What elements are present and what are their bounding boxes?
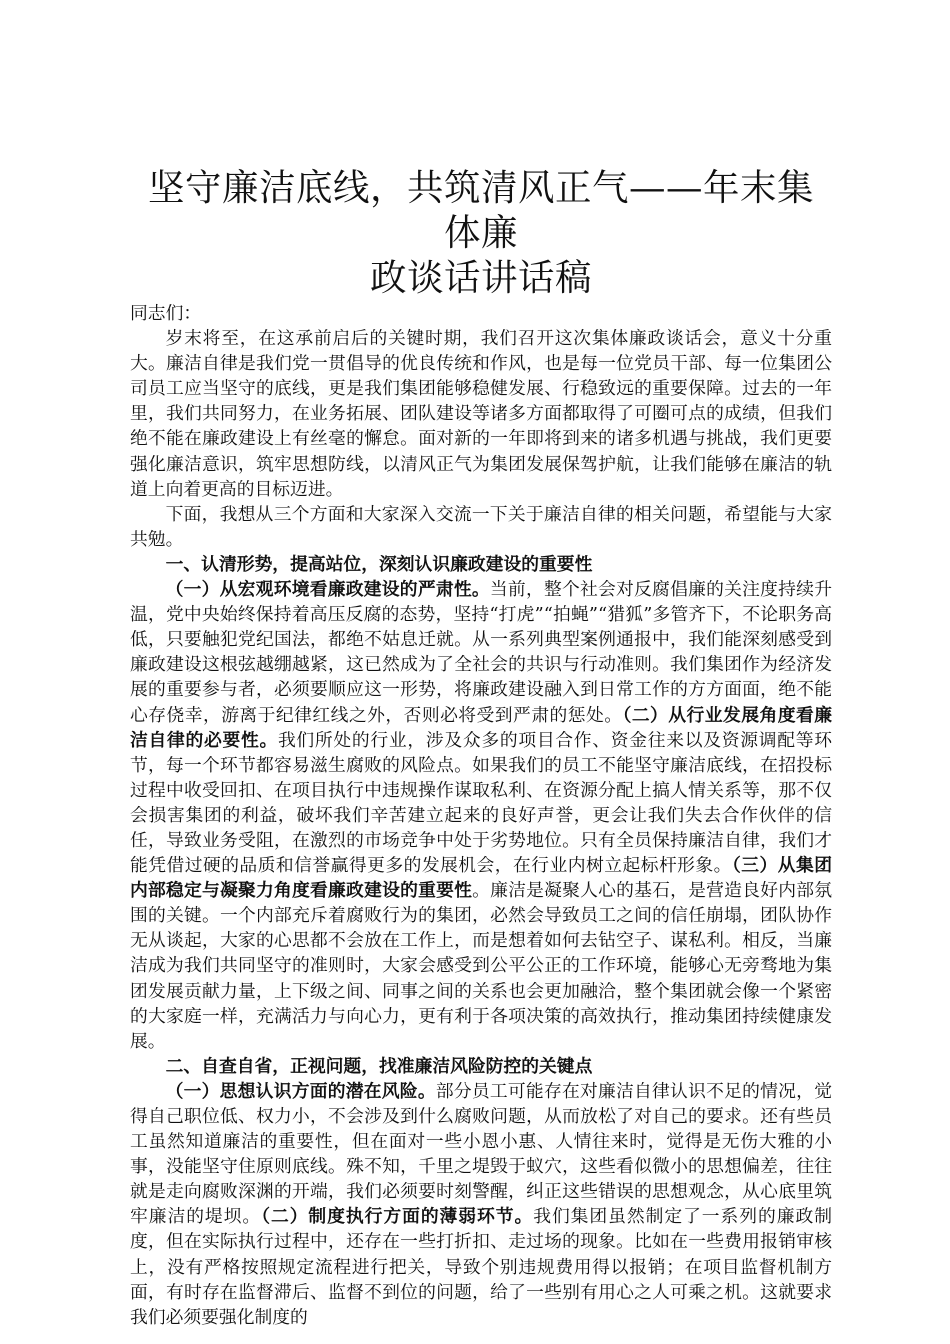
document-title — [130, 165, 832, 300]
section-1-body — [130, 577, 832, 1054]
section-1-sub-2-title: （二）从行业发展角度看廉洁自律的必要性。 — [130, 704, 832, 751]
section-2-sub-2-text: 我们集团虽然制定了一系列的廉政制度，但在实际执行过程中，还存在一些打折扣、走过场的现象。比如在一些费用报销审核上，没有严格按照规定流程进行把关，导致个别违规费用得以报销；在项目监督机制方面，有时存在监督滞后、监督不到位的问题，给了一些别有用心之人可乘之机。这就要求我们必须要强化制度的 — [130, 1206, 832, 1328]
section-2-sub-1-title: （一）思想认识方面的潜在风险。 — [165, 1080, 436, 1102]
section-2-sub-1-text: 部分员工可能存在对廉洁自律认识不足的情况，觉得自己职位低、权力小，不会涉及到什么腐败问题，从而放松了对自己的要求。还有些员工虽然知道廉洁的重要性，但在面对一些小恩小惠、人情往来时，觉得是无伤大雅的小事，没能坚守住原则底线。殊不知，千里之堤毁于蚁穴，这些看似微小的思想偏差，往往就是走向腐败深渊的开端，我们必须要时刻警醒，纠正这些错误的思想观念，从心底里筑牢廉洁的堤坝。 — [130, 1080, 832, 1228]
section-2-sub-2-title: （二）制度执行方面的薄弱环节。 — [261, 1206, 534, 1228]
section-2-body — [130, 1079, 832, 1330]
section-1-sub-3-title: （三）从集团内部稳定与凝聚力角度看廉政建设的重要性 — [130, 855, 832, 902]
section-1-sub-2-text: 我们所处的行业，涉及众多的项目合作、资金往来以及资源调配等环节，每一个环节都容易滋生腐败的风险点。如果我们的员工不能坚守廉洁底线，在招投标过程中收受回扣、在项目执行中违规操作谋取私利、在资源分配上搞人情关系等，那不仅会损害集团的利益，破坏我们辛苦建立起来的良好声誉，更会让我们失去合作伙伴的信任，导致业务受阻，在激烈的市场竞争中处于劣势地位。只有全员保持廉洁自律，我们才能凭借过硬的品质和信誉赢得更多的发展机会，在行业内树立起标杆形象。 — [130, 729, 832, 877]
document-page — [130, 165, 832, 1330]
intro-paragraph-2: 下面，我想从三个方面和大家深入交流一下关于廉洁自律的相关问题，希望能与大家共勉。 — [130, 503, 832, 550]
section-1-heading: 一、认清形势，提高站位，深刻认识廉政建设的重要性 — [165, 553, 593, 575]
intro-paragraph-1: 岁末将至，在这承前启后的关键时期，我们召开这次集体廉政谈话会，意义十分重大。廉洁自律是我们党一贯倡导的优良传统和作风，也是每一位党员干部、每一位集团公司员工应当坚守的底线，更是我们集团能够稳健发展、行稳致远的重要保障。过去的一年里，我们共同努力，在业务拓展、团队建设等诸多方面都取得了可圈可点的成绩，但我们绝不能在廉政建设上有丝毫的懈怠。面对新的一年即将到来的诸多机遇与挑战，我们更要强化廉洁意识，筑牢思想防线，以清风正气为集团发展保驾护航，让我们能够在廉洁的轨道上向着更高的目标迈进。 — [130, 328, 832, 500]
section-2-heading: 二、自查自省，正视问题，找准廉洁风险防控的关键点 — [165, 1055, 593, 1077]
section-1-sub-3-text: 。廉洁是凝聚人心的基石，是营造良好内部氛围的关键。一个内部充斥着腐败行为的集团，必然会导致员工之间的信任崩塌，团队协作无从谈起，大家的心思都不会放在工作上，而是想着如何去钻空子、谋私利。相反，当廉洁成为我们共同坚守的准则时，大家会感受到公平公正的工作环境，能够心无旁骛地为集团发展贡献力量，上下级之间、同事之间的关系也会更加融洽，整个集团就会像一个紧密的大家庭一样，充满活力与向心力，更有利于各项决策的高效执行，推动集团持续健康发展。 — [130, 880, 832, 1052]
title-line-1: 坚守廉洁底线，共筑清风正气——年末集体廉 — [148, 166, 814, 254]
section-1-sub-1-text: 当前，整个社会对反腐倡廉的关注度持续升温，党中央始终保持着高压反腐的态势，坚持“打虎”“拍蝇”“猎狐”多管齐下，不论职务高低，只要触犯党纪国法，都绝不姑息迁就。从一系列典型案例通报中，我们能深刻感受到廉政建设这根弦越绷越紧，这已然成为了全社会的共识与行动准则。我们集团作为经济发展的重要参与者，必须要顺应这一形势，将廉政建设融入到日常工作的方方面面，绝不能心存侥幸，游离于纪律红线之外，否则必将受到严肃的惩处。 — [130, 579, 832, 726]
title-line-2: 政谈话讲话稿 — [370, 256, 592, 299]
salutation: 同志们： — [130, 303, 202, 324]
section-1-sub-1-title: （一）从宏观环境看廉政建设的严肃性。 — [165, 579, 490, 601]
